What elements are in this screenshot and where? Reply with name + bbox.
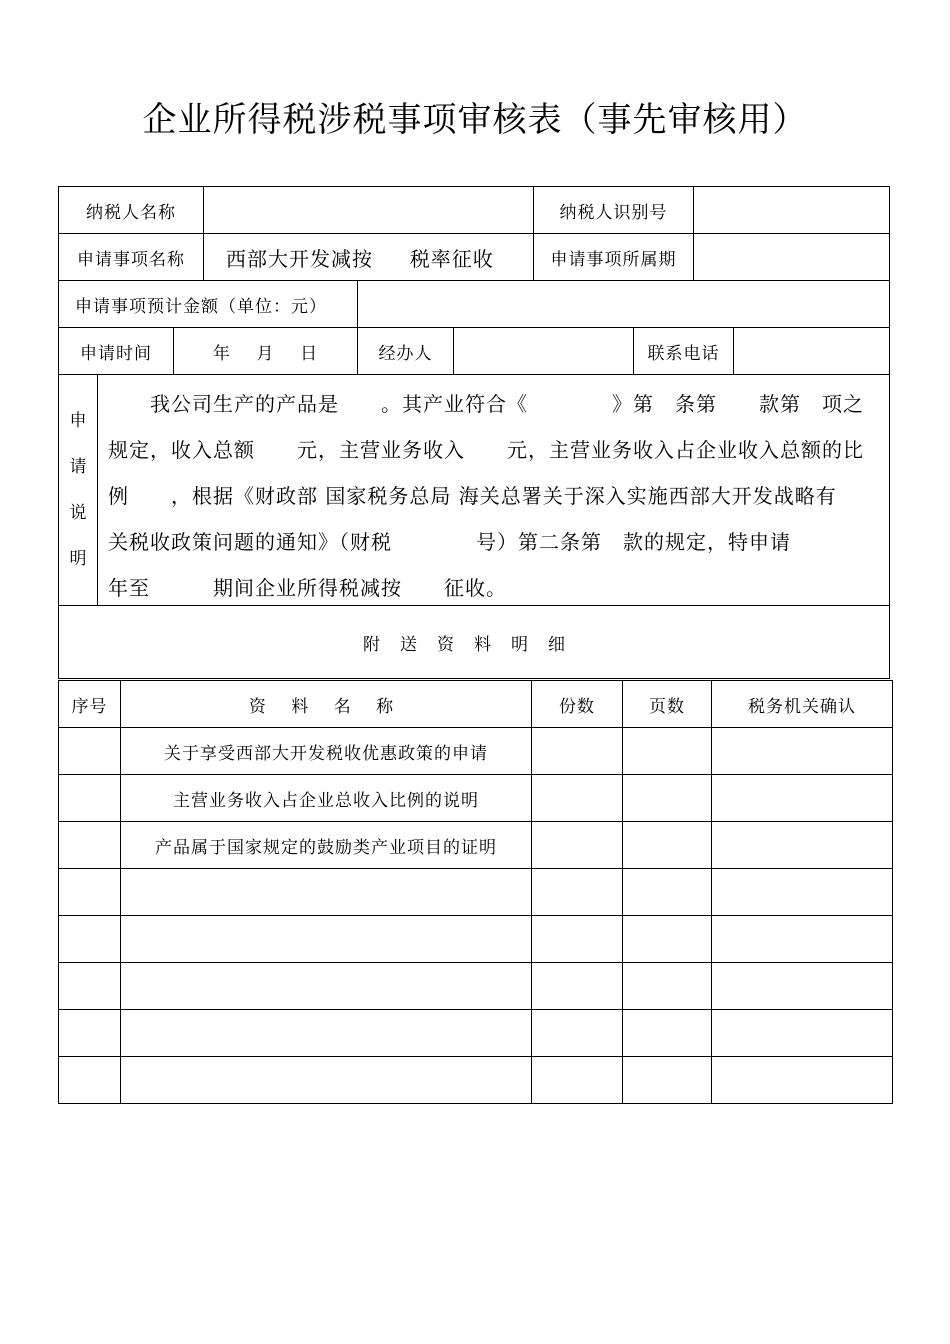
copies-cell[interactable] — [532, 728, 623, 775]
tax-confirm-cell[interactable] — [712, 775, 893, 822]
explanation-label-char: 明 — [69, 549, 87, 569]
attachments-title: 附送资料明细 — [363, 634, 585, 655]
apply-date-field[interactable]: 年 月 日 — [173, 328, 357, 374]
phone-field[interactable] — [733, 328, 889, 374]
explanation-label-char: 申 — [69, 411, 87, 431]
application-form — [58, 186, 890, 679]
seq-cell[interactable] — [59, 822, 121, 869]
explanation-line: 年至 期间企业所得税减按 征收。 — [108, 576, 507, 600]
pages-cell[interactable] — [623, 916, 712, 963]
attachments-title-row — [59, 605, 889, 678]
item-period-field[interactable] — [693, 234, 889, 280]
table-row — [59, 963, 893, 1010]
seq-cell[interactable] — [59, 916, 121, 963]
header-seq: 序号 — [59, 681, 121, 728]
copies-cell[interactable] — [532, 869, 623, 916]
tax-confirm-cell[interactable] — [712, 916, 893, 963]
pages-cell[interactable] — [623, 1057, 712, 1104]
copies-cell[interactable] — [532, 1010, 623, 1057]
explanation-label — [59, 375, 98, 605]
table-row — [59, 728, 893, 775]
pages-cell[interactable] — [623, 728, 712, 775]
phone-label: 联系电话 — [633, 328, 733, 374]
tax-confirm-cell[interactable] — [712, 1057, 893, 1104]
doc-name-cell[interactable] — [121, 1057, 532, 1104]
doc-name-cell[interactable] — [121, 963, 532, 1010]
item-period-label: 申请事项所属期 — [533, 234, 693, 280]
table-row — [59, 822, 893, 869]
explanation-label-char: 请 — [69, 457, 87, 477]
tax-confirm-cell[interactable] — [712, 869, 893, 916]
item-name-label: 申请事项名称 — [77, 249, 185, 270]
header-pages: 页数 — [623, 681, 712, 728]
form-row-apply-time — [59, 327, 889, 374]
seq-cell[interactable] — [59, 963, 121, 1010]
form-row-item — [59, 233, 889, 280]
taxpayer-id-label: 纳税人识别号 — [533, 187, 693, 233]
explanation-line: 我公司生产的产品是 。其产业符合《 》第 条第 款第 项之 — [108, 392, 864, 416]
page-title: 企业所得税涉税事项审核表（事先审核用） — [142, 100, 808, 140]
table-row — [59, 1010, 893, 1057]
pages-cell[interactable] — [623, 869, 712, 916]
item-name-field[interactable]: 西部大开发减按 税率征收 — [203, 234, 533, 280]
header-tax-confirm: 税务机关确认 — [712, 681, 893, 728]
form-row-taxpayer — [59, 187, 889, 233]
doc-name-cell[interactable] — [121, 1010, 532, 1057]
form-row-amount — [59, 280, 889, 327]
tax-confirm-cell[interactable] — [712, 963, 893, 1010]
attachments-table — [58, 680, 893, 1104]
copies-cell[interactable] — [532, 963, 623, 1010]
taxpayer-id-field[interactable] — [693, 187, 889, 233]
seq-cell[interactable] — [59, 775, 121, 822]
doc-name-cell[interactable]: 产品属于国家规定的鼓励类产业项目的证明 — [121, 822, 532, 869]
taxpayer-name-label: 纳税人名称 — [86, 202, 176, 223]
table-row — [59, 775, 893, 822]
explanation-line: 例 ，根据《财政部 国家税务总局 海关总署关于深入实施西部大开发战略有 — [108, 484, 837, 508]
pages-cell[interactable] — [623, 822, 712, 869]
explanation-text[interactable] — [98, 375, 889, 605]
header-doc-name: 资 料 名 称 — [121, 681, 532, 728]
doc-name-cell[interactable] — [121, 916, 532, 963]
attachments-header-row — [59, 681, 893, 728]
explanation-line: 关税收政策问题的通知》（财税 号）第二条第 款的规定，特申请 — [108, 530, 791, 554]
pages-cell[interactable] — [623, 775, 712, 822]
handler-field[interactable] — [453, 328, 633, 374]
copies-cell[interactable] — [532, 1057, 623, 1104]
copies-cell[interactable] — [532, 916, 623, 963]
apply-time-label: 申请时间 — [80, 343, 152, 364]
pages-cell[interactable] — [623, 1010, 712, 1057]
seq-cell[interactable] — [59, 728, 121, 775]
explanation-label-char: 说 — [69, 503, 87, 523]
table-row — [59, 916, 893, 963]
header-copies: 份数 — [532, 681, 623, 728]
table-row — [59, 869, 893, 916]
seq-cell[interactable] — [59, 1010, 121, 1057]
tax-confirm-cell[interactable] — [712, 822, 893, 869]
amount-label: 申请事项预计金额（单位：元） — [75, 296, 327, 317]
tax-confirm-cell[interactable] — [712, 1010, 893, 1057]
amount-field[interactable] — [357, 281, 889, 327]
seq-cell[interactable] — [59, 869, 121, 916]
explanation-line: 规定，收入总额 元，主营业务收入 元，主营业务收入占企业收入总额的比 — [108, 438, 864, 462]
seq-cell[interactable] — [59, 1057, 121, 1104]
doc-name-cell[interactable]: 关于享受西部大开发税收优惠政策的申请 — [121, 728, 532, 775]
doc-name-cell[interactable] — [121, 869, 532, 916]
copies-cell[interactable] — [532, 775, 623, 822]
tax-confirm-cell[interactable] — [712, 728, 893, 775]
copies-cell[interactable] — [532, 822, 623, 869]
taxpayer-name-field[interactable] — [203, 187, 533, 233]
table-row — [59, 1057, 893, 1104]
form-row-explanation — [59, 374, 889, 605]
doc-name-cell[interactable]: 主营业务收入占企业总收入比例的说明 — [121, 775, 532, 822]
pages-cell[interactable] — [623, 963, 712, 1010]
handler-label: 经办人 — [357, 328, 453, 374]
